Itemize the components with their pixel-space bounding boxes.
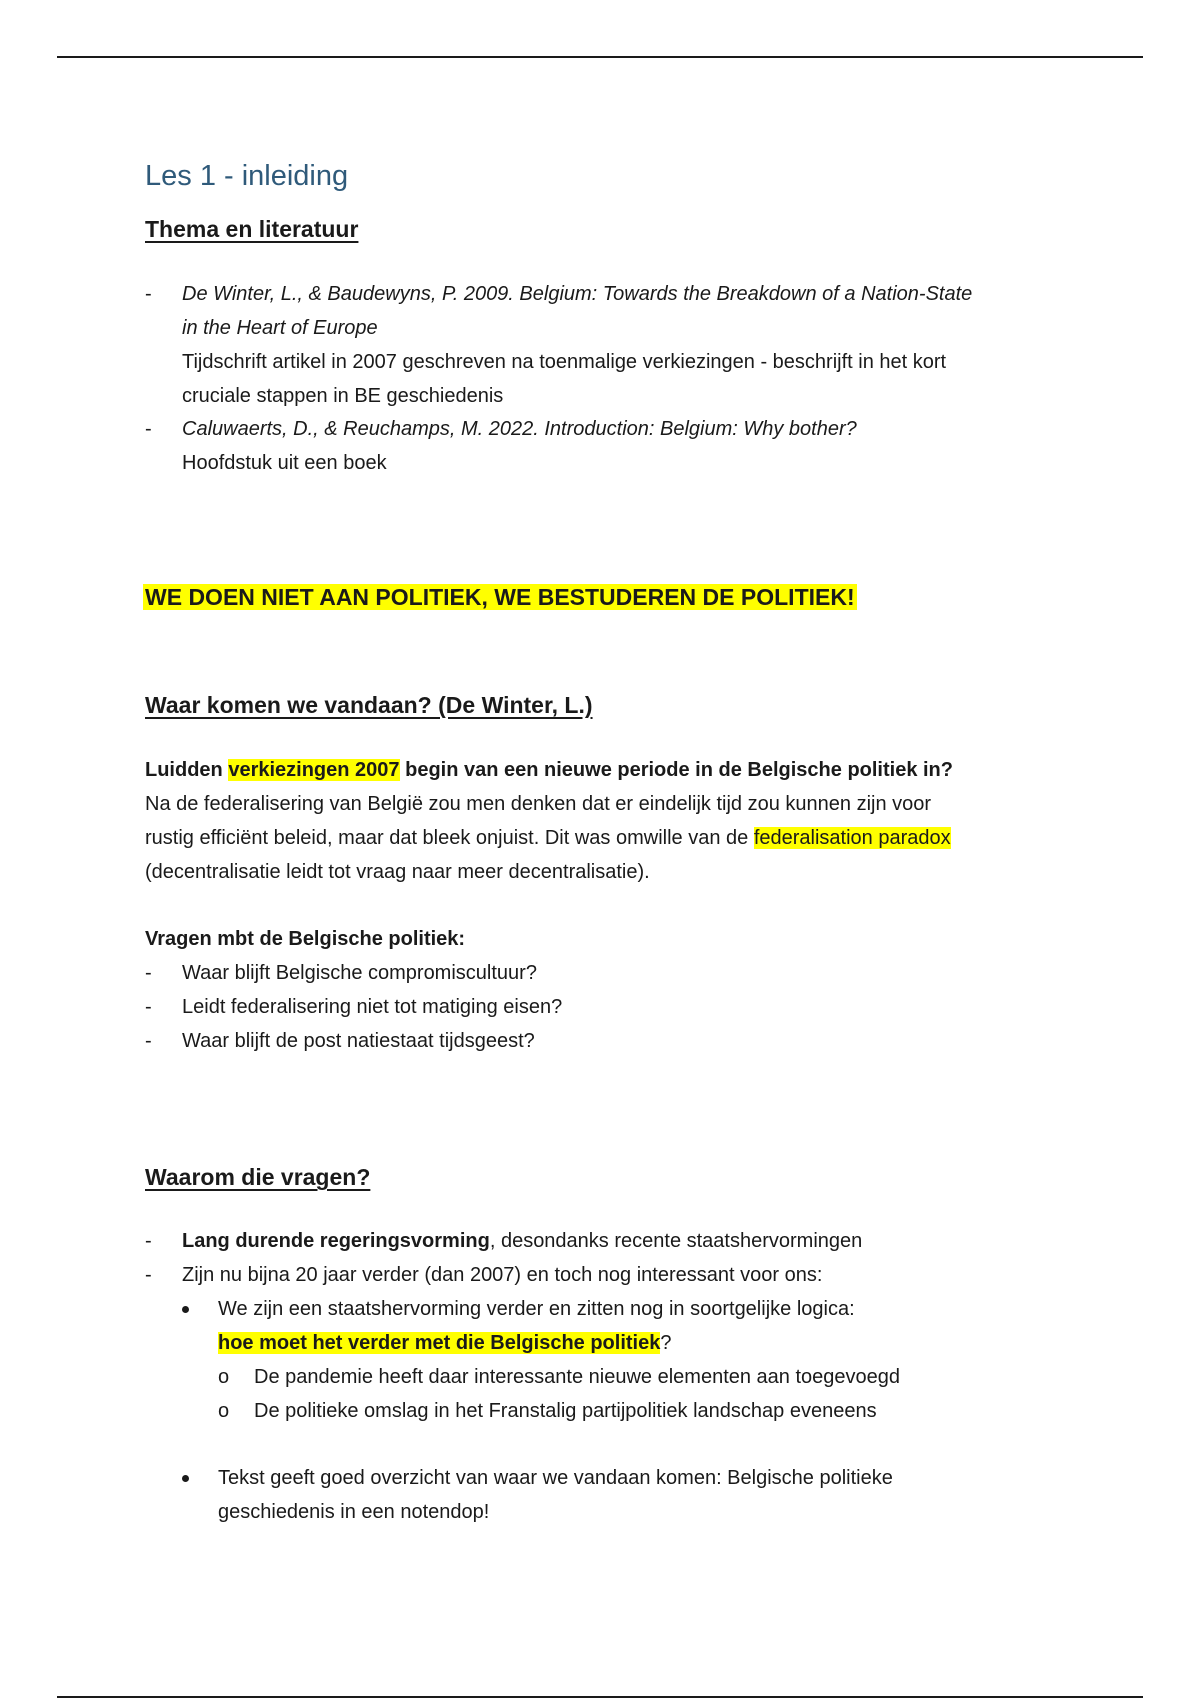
dash-bullet: - (145, 283, 152, 305)
origin-paragraph: Na de federalisering van België zou men denken dat er eindelijk tijd zou kunnen zijn voor (145, 793, 932, 815)
highlighted-text: federalisation paradox (753, 827, 951, 849)
citation-text: in the Heart of Europe (182, 317, 378, 339)
dash-bullet: - (145, 1230, 152, 1252)
citation-text: De Winter, L., & Baudewyns, P. 2009. Belgium: Towards the Breakdown of a Nation-State (182, 283, 973, 305)
dash-bullet: - (145, 1030, 152, 1052)
why-heading: Waarom die vragen? (145, 1164, 371, 1190)
origin-heading: Waar komen we vandaan? (De Winter, L.) (145, 692, 593, 718)
origin-paragraph: rustig efficiënt beleid, maar dat bleek onjuist. Dit was omwille van de federalisation paradox (145, 827, 951, 849)
literature-note: cruciale stappen in BE geschiedenis (182, 385, 504, 407)
header-rule (57, 56, 1143, 58)
literature-heading: Thema en literatuur (145, 216, 359, 242)
sub-list-continuation: geschiedenis in een notendop! (218, 1501, 490, 1523)
literature-note: Hoofdstuk uit een boek (182, 452, 387, 474)
origin-paragraph: (decentralisatie leidt tot vraag naar meer decentralisatie). (145, 861, 650, 883)
questions-heading: Vragen mbt de Belgische politiek: (145, 928, 466, 950)
highlighted-text: verkiezingen 2007 (228, 759, 400, 781)
dash-bullet: - (145, 1264, 152, 1286)
footer-rule (57, 1696, 1143, 1698)
dash-bullet: - (145, 962, 152, 984)
bullet-dot-icon (182, 1306, 189, 1313)
highlight-banner (143, 584, 857, 611)
circle-bullet: o (218, 1400, 230, 1422)
literature-note: Tijdschrift artikel in 2007 geschreven na toenmalige verkiezingen - beschrijft in het kort (182, 351, 947, 373)
circle-bullet: o (218, 1366, 230, 1388)
citation-text: Caluwaerts, D., & Reuchamps, M. 2022. Introduction: Belgium: Why bother? (182, 418, 857, 440)
dash-bullet: - (145, 996, 152, 1018)
page-title: Les 1 - inleiding (145, 160, 349, 192)
banner-text: WE DOEN NIET AAN POLITIEK, WE BESTUDEREN DE POLITIEK! (145, 584, 855, 610)
sub-list-continuation: hoe moet het verder met die Belgische politiek? (218, 1332, 672, 1354)
bullet-dot-icon (182, 1475, 189, 1482)
highlighted-text: hoe moet het verder met die Belgische politiek (218, 1332, 661, 1354)
dash-bullet: - (145, 418, 152, 440)
origin-question: Luidden verkiezingen 2007 begin van een nieuwe periode in de Belgische politiek in? (145, 759, 953, 781)
